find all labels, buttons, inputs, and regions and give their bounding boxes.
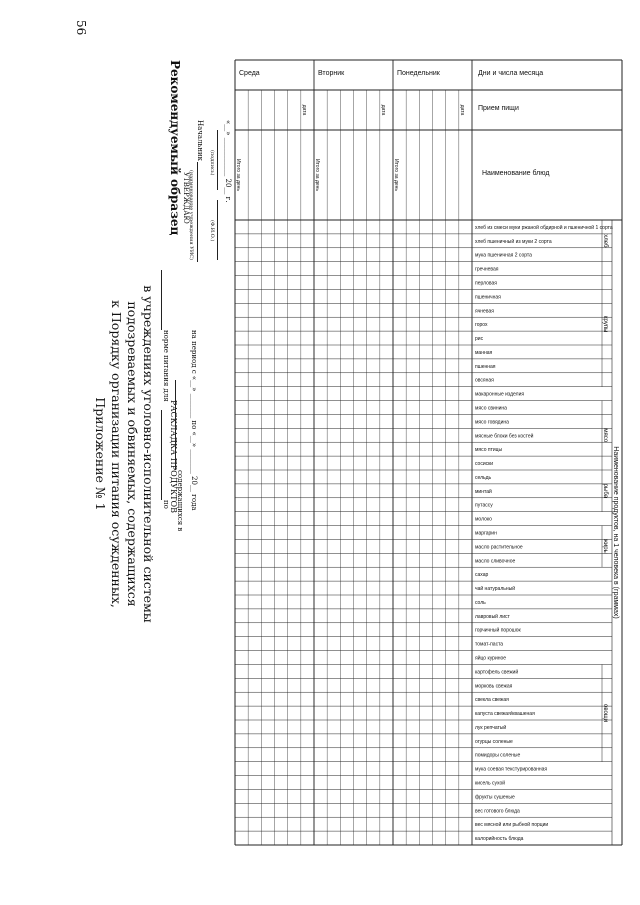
product-label-44: калорийность блюда <box>475 836 524 843</box>
product-label-35: капуста свежая/квашеная <box>475 711 535 718</box>
product-label-37: огурцы соленые <box>475 738 513 745</box>
product-label-25: сахар <box>475 572 489 579</box>
approval-date: «__» ___________ 20__ г. <box>224 120 232 203</box>
sample-label: Рекомендуемый образец <box>168 60 182 236</box>
product-label-30: томат-паста <box>475 641 504 648</box>
product-label-13: мясо свинина <box>475 405 507 412</box>
col-meal-header: Прием пищи <box>478 105 519 112</box>
form-title: РАСКЛАДКА ПРОДУКТОВ <box>169 400 178 513</box>
product-label-38: помидоры соленые <box>475 752 521 759</box>
head-caption: (наименование учреждения УИС) <box>188 170 194 260</box>
product-label-8: рис <box>475 336 484 343</box>
product-label-43: вес мясной или рыбной порции <box>475 822 549 829</box>
product-label-40: кисель сухой <box>475 780 506 787</box>
product-label-12: макаронные изделия <box>475 391 525 398</box>
date-label-2: дата <box>300 104 307 116</box>
product-label-17: сосиски <box>475 461 494 468</box>
day-total-0: Итого за день <box>393 158 399 192</box>
day-label-2: Среда <box>239 70 260 77</box>
product-label-9: манная <box>475 349 493 356</box>
subgroup-bread: хлеб <box>602 234 608 248</box>
product-label-32: картофель свежий <box>475 669 519 676</box>
approve-label: УТВЕРЖДАЮ <box>182 172 190 224</box>
group-main-header: Наименование продуктов, на 1 человека в (граммах) <box>612 446 619 619</box>
subgroup-cereals: крупы <box>602 315 608 333</box>
fio-caption: (Ф.И.О.) <box>209 220 215 242</box>
product-label-6: ячневая <box>475 308 494 315</box>
product-label-14: мясо говядина <box>475 419 509 426</box>
form-row3: на период с «__» _______ по «__» _______ 20__ года <box>190 330 198 511</box>
product-label-21: молоко <box>475 516 492 523</box>
subgroup-meat: мясо <box>602 428 608 443</box>
date-label-1: дата <box>379 104 386 116</box>
product-label-34: свекла свежая <box>475 697 509 704</box>
product-label-28: лавровый лист <box>475 613 510 620</box>
day-total-1: Итого за день <box>314 158 320 192</box>
product-label-24: масло сливочное <box>475 558 516 565</box>
product-label-39: мука соевая текстурированная <box>475 766 548 773</box>
col-dishes-header: Наименование блюд <box>482 170 550 177</box>
product-label-27: соль <box>475 599 486 606</box>
product-label-20: путассу <box>475 502 493 509</box>
appendix-line-2: подозреваемых и обвиняемых, содержащихся <box>125 301 140 607</box>
subgroup-fats: жиры <box>602 538 608 554</box>
product-label-23: масло растительное <box>475 544 523 551</box>
product-label-19: минтай <box>475 488 492 495</box>
product-label-7: горох <box>475 322 488 329</box>
product-label-5: пшеничная <box>475 294 501 301</box>
product-label-33: морковь свежая <box>475 683 513 690</box>
form-row2-prefix: содержащихся в <box>176 470 184 532</box>
product-label-22: маргарин <box>475 530 497 537</box>
day-label-1: Вторник <box>318 70 345 77</box>
page-number: 56 <box>74 20 88 36</box>
head-label: Начальник <box>196 120 204 162</box>
appendix-line-3: в учреждениях уголовно-исполнительной системы <box>141 285 156 623</box>
day-label-0: Понедельник <box>397 70 440 77</box>
product-label-31: яйцо куриное <box>475 655 507 662</box>
product-label-26: чай натуральный <box>475 586 516 593</box>
sign-caption: (подпись) <box>209 150 215 176</box>
col-days-header: Дни и числа месяца <box>478 70 544 77</box>
product-label-1: хлеб пшеничный из муки 2 сорта <box>475 238 552 245</box>
product-label-4: перловая <box>475 280 497 287</box>
product-label-15: мясные блоки без костей <box>475 433 534 440</box>
appendix-title: Приложение № 1 <box>93 397 108 511</box>
product-label-3: гречневая <box>475 266 499 273</box>
form-row1-mid: норме питания для <box>162 330 170 402</box>
product-label-18: сельдь <box>475 474 492 481</box>
product-label-2: мука пшеничная 2 сорта <box>475 252 532 259</box>
product-label-41: фрукты сушеные <box>475 794 515 801</box>
product-label-16: мясо птицы <box>475 447 503 454</box>
product-label-0: хлеб из смеси муки ржаной обдирной и пшеничной 1 сорта <box>475 224 613 231</box>
product-label-29: горчичный порошок <box>475 627 521 634</box>
product-label-36: лук репчатый <box>475 724 507 731</box>
date-label-0: дата <box>458 104 465 116</box>
form-row1-prefix: по <box>162 500 170 509</box>
product-label-11: овсяная <box>475 377 494 384</box>
day-total-2: Итого за день <box>235 158 241 192</box>
subgroup-vegetables: овощи <box>602 704 608 723</box>
appendix-line-1: к Порядку организации питания осужденных, <box>109 300 124 608</box>
subgroup-fish: рыба <box>602 483 608 498</box>
product-label-42: вес готового блюда <box>475 808 520 815</box>
product-label-10: пшенная <box>475 363 496 370</box>
